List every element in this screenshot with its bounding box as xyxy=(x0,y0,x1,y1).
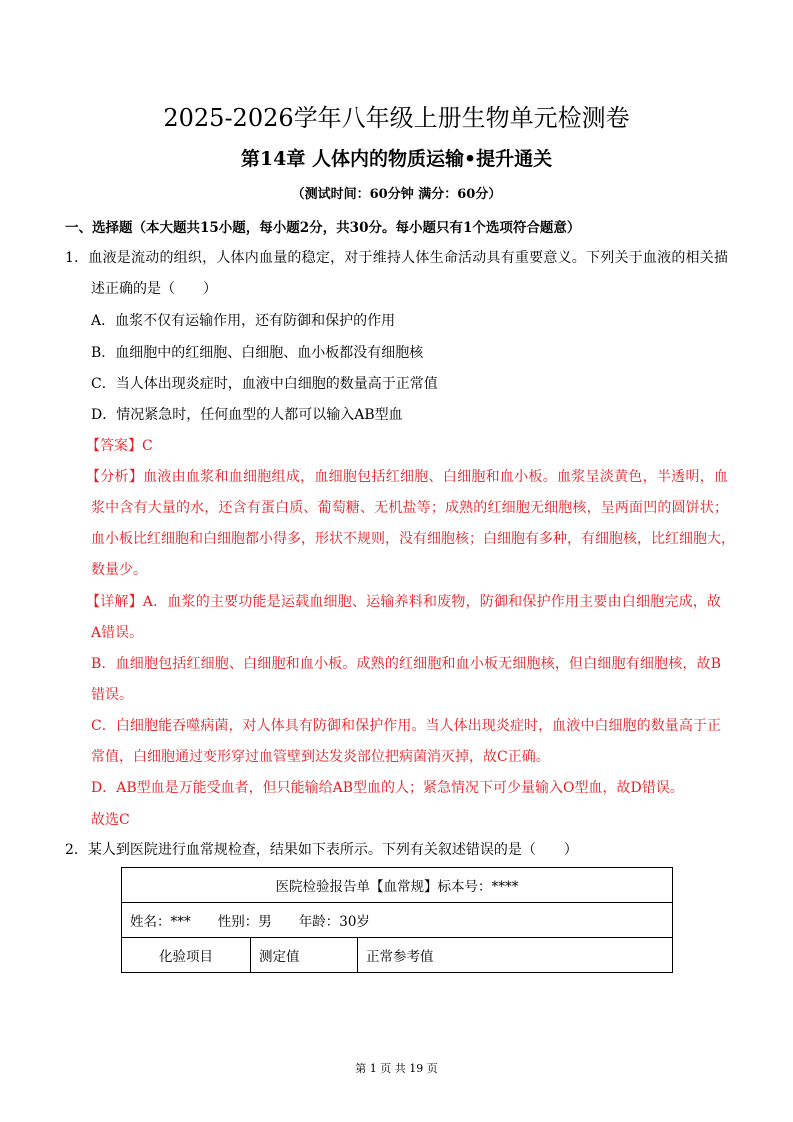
q1-detail-line: 【详解】A．血浆的主要功能是运载血细胞、运输养料和废物，防御和保护作用主要由白细胞完成，故 xyxy=(86,594,721,610)
q1-detail-line: 故选C xyxy=(91,812,130,828)
section-heading: 一、选择题（本大题共15小题，每小题2分，共30分。每小题只有1个选项符合题意） xyxy=(65,220,581,236)
page-footer: 第 1 页 共 19 页 xyxy=(355,1062,438,1075)
doc-title: 2025-2026学年八年级上册生物单元检测卷 xyxy=(163,104,630,132)
q1-stem-line: 1．血液是流动的组织，人体内血量的稳定，对于维持人体生命活动具有重要意义。下列关于血液的相关描 xyxy=(65,250,728,266)
q1-detail-line: 常值，白细胞通过变形穿过血管壁到达发炎部位把病菌消灭掉，故C正确。 xyxy=(91,749,550,765)
q1-analysis-line: 数量少。 xyxy=(91,562,147,578)
q1-detail-line: 错误。 xyxy=(91,687,133,703)
q1-detail-line: D．AB型血是万能受血者，但只能输给AB型血的人；紧急情况下可少量输入O型血，故D错误。 xyxy=(91,780,684,796)
q1-option-a: A．血浆不仅有运输作用，还有防御和保护的作用 xyxy=(91,313,396,329)
doc-subtitle: 第14章 人体内的物质运输•提升通关 xyxy=(240,148,553,170)
q1-answer: 【答案】C xyxy=(86,438,153,454)
q1-option-b: B．血细胞中的红细胞、白细胞、血小板都没有细胞核 xyxy=(91,345,424,361)
q1-option-d: D．情况紧急时，任何血型的人都可以输入AB型血 xyxy=(91,407,403,423)
q1-detail-line: A错误。 xyxy=(91,625,144,641)
q1-stem-line: 述正确的是（ ） xyxy=(91,281,217,297)
q1-detail-line: B．血细胞包括红细胞、白细胞和血小板。成熟的红细胞和血小板无细胞核，但白细胞有细胞核，故B xyxy=(91,656,721,672)
q1-detail-line: C．白细胞能吞噬病菌，对人体具有防御和保护作用。当人体出现炎症时，血液中白细胞的数量高于正 xyxy=(91,718,721,734)
table-header-item: 化验项目 xyxy=(122,938,251,973)
blood-test-table xyxy=(121,867,673,973)
table-header-reference: 正常参考值 xyxy=(358,938,673,973)
q1-analysis-line: 【分析】血液由血浆和血细胞组成，血细胞包括红细胞、白细胞和血小板。血浆呈淡黄色，半透明，血 xyxy=(86,469,728,485)
q1-analysis-line: 血小板比红细胞和白细胞都小得多，形状不规则，没有细胞核；白细胞有多种，有细胞核，比红细胞大， xyxy=(91,531,735,547)
q1-option-c: C．当人体出现炎症时，血液中白细胞的数量高于正常值 xyxy=(91,376,438,392)
table-patient-info: 姓名：*** 性别：男 年龄：30岁 xyxy=(122,903,673,938)
q2-stem: 2．某人到医院进行血常规检查，结果如下表所示。下列有关叙述错误的是（ ） xyxy=(65,842,578,858)
doc-meta: （测试时间：60分钟 满分：60分） xyxy=(291,187,502,202)
table-header-value: 测定值 xyxy=(251,938,358,973)
q1-analysis-line: 浆中含有大量的水，还含有蛋白质、葡萄糖、无机盐等；成熟的红细胞无细胞核，呈两面凹的圆饼状； xyxy=(91,500,728,516)
table-title: 医院检验报告单【血常规】标本号：**** xyxy=(122,868,673,903)
